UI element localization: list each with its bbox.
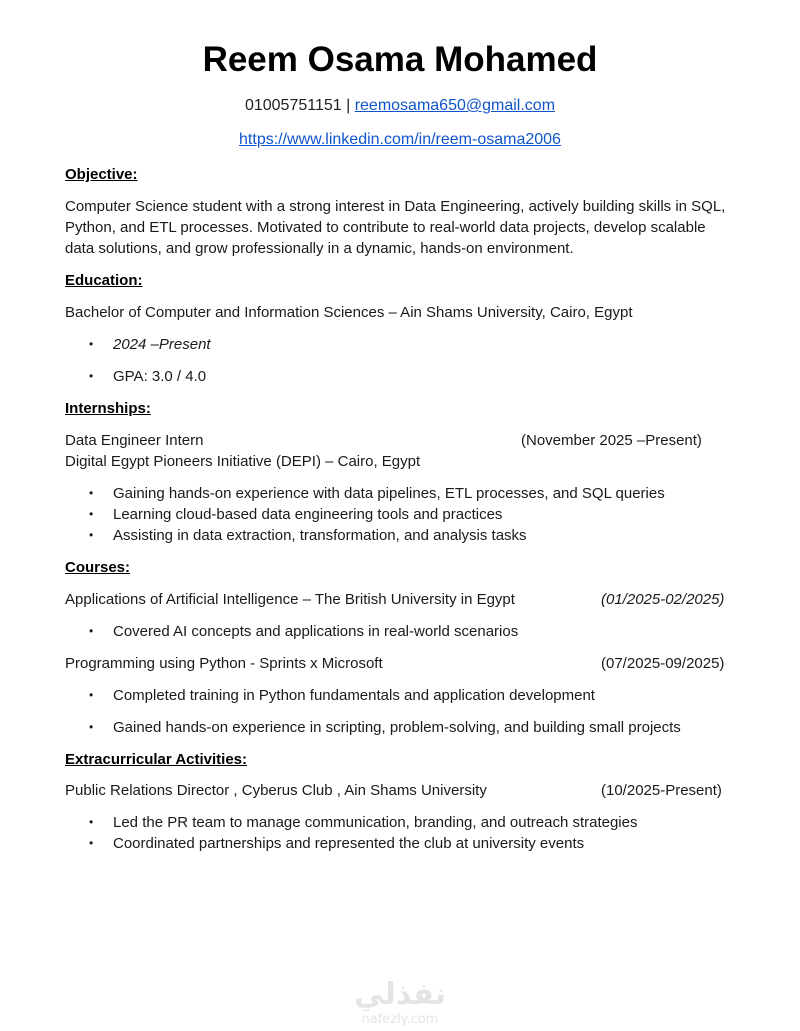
activity-bullet: • Led the PR team to manage communication, branding, and outreach strategies bbox=[89, 814, 638, 831]
education-degree: Bachelor of Computer and Information Sciences – Ain Shams University, Cairo, Egypt bbox=[65, 304, 633, 321]
internship-bullet: • Learning cloud-based data engineering tools and practices bbox=[89, 506, 503, 523]
course-dates: (07/2025-09/2025) bbox=[601, 655, 725, 672]
education-bullet: • GPA: 3.0 / 4.0 bbox=[89, 368, 207, 385]
bullet-icon: • bbox=[89, 369, 94, 383]
watermark-logo bbox=[340, 978, 460, 1028]
activity-role: Public Relations Director , Cyberus Club , Ain Shams University bbox=[65, 782, 487, 799]
bullet-icon: • bbox=[89, 337, 94, 351]
bullet-icon: • bbox=[89, 528, 94, 542]
objective-text: Computer Science student with a strong interest in Data Engineering, actively building skills in SQL, Python, and ETL processes. Motivated to contribute to real-world data projects, develop scalable data solutions, and grow professionally in a dynamic, hands-on environment. bbox=[65, 198, 726, 257]
activity-bullet: • Coordinated partnerships and represented the club at university events bbox=[89, 835, 585, 852]
internships-heading: Internships: bbox=[65, 400, 151, 417]
bullet-icon: • bbox=[89, 507, 94, 521]
objective-heading: Objective: bbox=[65, 166, 138, 183]
course-bullet: • Covered AI concepts and applications in real-world scenarios bbox=[89, 623, 519, 640]
linkedin-line bbox=[65, 131, 735, 149]
email-link[interactable]: reemosama650@gmail.com bbox=[354, 97, 556, 114]
candidate-name: Reem Osama Mohamed bbox=[202, 40, 598, 79]
course-title: Programming using Python - Sprints x Microsoft bbox=[65, 655, 383, 672]
watermark-latin: nafezly.com bbox=[361, 1012, 439, 1027]
course-dates: (01/2025-02/2025) bbox=[601, 591, 725, 608]
bullet-icon: • bbox=[89, 836, 94, 850]
course-bullet: • Gained hands-on experience in scripting, problem-solving, and building small projects bbox=[89, 719, 681, 736]
bullet-icon: • bbox=[89, 720, 94, 734]
internship-role: Data Engineer Intern bbox=[65, 432, 204, 449]
extracurricular-heading: Extracurricular Activities: bbox=[65, 751, 248, 768]
course-title: Applications of Artificial Intelligence – The British University in Egypt bbox=[65, 591, 515, 608]
education-heading: Education: bbox=[65, 272, 143, 289]
education-bullet: • 2024 –Present bbox=[89, 336, 211, 353]
internship-dates: (November 2025 –Present) bbox=[521, 432, 702, 449]
bullet-icon: • bbox=[89, 486, 94, 500]
courses-heading: Courses: bbox=[65, 559, 131, 576]
internship-org: Digital Egypt Pioneers Initiative (DEPI) – Cairo, Egypt bbox=[65, 453, 421, 470]
linkedin-link[interactable]: https://www.linkedin.com/in/reem-osama2006 bbox=[239, 131, 561, 148]
bullet-icon: • bbox=[89, 624, 94, 638]
bullet-icon: • bbox=[89, 688, 94, 702]
contact-separator: | bbox=[341, 97, 355, 114]
internship-bullet: • Assisting in data extraction, transformation, and analysis tasks bbox=[89, 527, 527, 544]
watermark-arabic: نفذلي bbox=[354, 977, 446, 1012]
bullet-icon: • bbox=[89, 815, 94, 829]
phone-number: 01005751151 bbox=[244, 97, 342, 114]
contact-line bbox=[65, 97, 735, 115]
activity-dates: (10/2025-Present) bbox=[601, 782, 722, 799]
course-bullet: • Completed training in Python fundamentals and application development bbox=[89, 687, 595, 704]
internship-bullet: • Gaining hands-on experience with data pipelines, ETL processes, and SQL queries bbox=[89, 485, 665, 502]
